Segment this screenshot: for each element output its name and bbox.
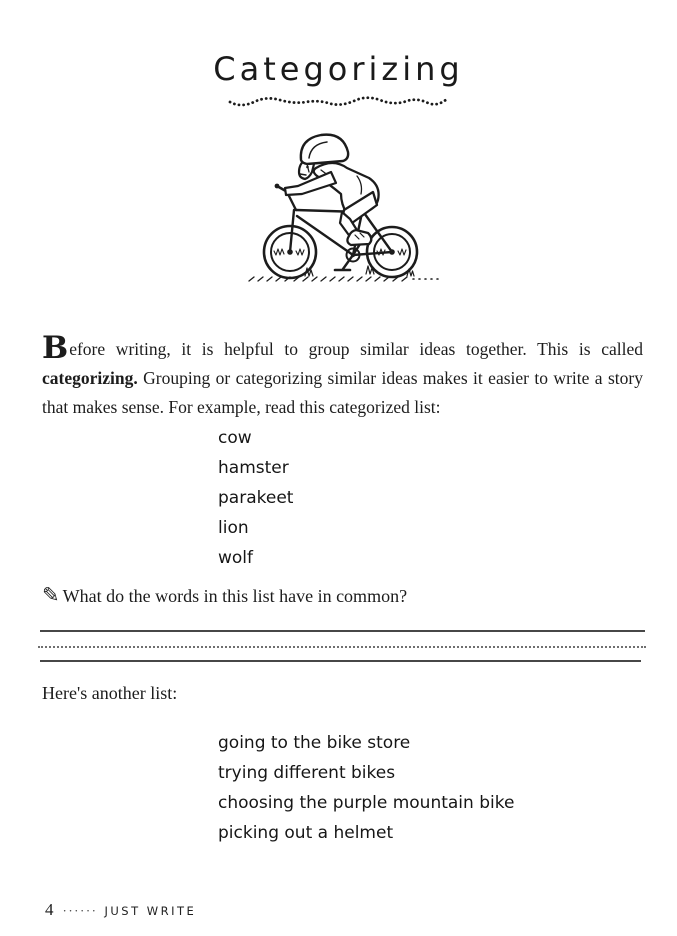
another-list-label: Here's another list:	[42, 683, 178, 703]
bicycle-rider-illustration	[241, 124, 441, 296]
page-title: Categorizing	[213, 50, 464, 88]
question-row	[42, 583, 407, 610]
list-item: parakeet	[218, 488, 294, 508]
question-text: What do the words in this list have in common?	[62, 586, 408, 606]
intro-bold-word: categorizing.	[42, 367, 138, 388]
pencil-icon: ✎	[42, 583, 60, 607]
list-item: cow	[218, 428, 252, 448]
list-item: going to the bike store	[218, 733, 411, 753]
intro-paragraph	[42, 329, 643, 422]
bike-story-list	[218, 728, 514, 848]
list-item: choosing the purple mountain bike	[218, 793, 515, 813]
animal-category-list	[218, 423, 293, 573]
list-item: hamster	[218, 458, 289, 478]
list-item: lion	[218, 518, 249, 538]
page-footer	[45, 900, 196, 920]
book-title: JUST WRITE	[104, 904, 197, 918]
list-item: picking out a helmet	[218, 823, 394, 843]
answer-line-solid-top	[40, 630, 645, 632]
list-item: trying different bikes	[218, 763, 396, 783]
wavy-dotted-underline-icon	[227, 91, 451, 111]
footer-dots-separator: ······	[62, 903, 98, 918]
page-number: 4	[45, 900, 54, 919]
intro-lead-text: efore writing, it is helpful to group similar ideas together. This is called	[69, 338, 643, 359]
answer-line-solid-bottom	[40, 660, 641, 662]
intro-rest-text: Grouping or categorizing similar ideas makes it easier to write a story that makes sense. For example, read this categorized list:	[42, 367, 643, 417]
list-item: wolf	[218, 548, 254, 568]
answer-line-dotted-middle	[38, 646, 646, 648]
drop-cap-initial: B	[42, 329, 69, 366]
